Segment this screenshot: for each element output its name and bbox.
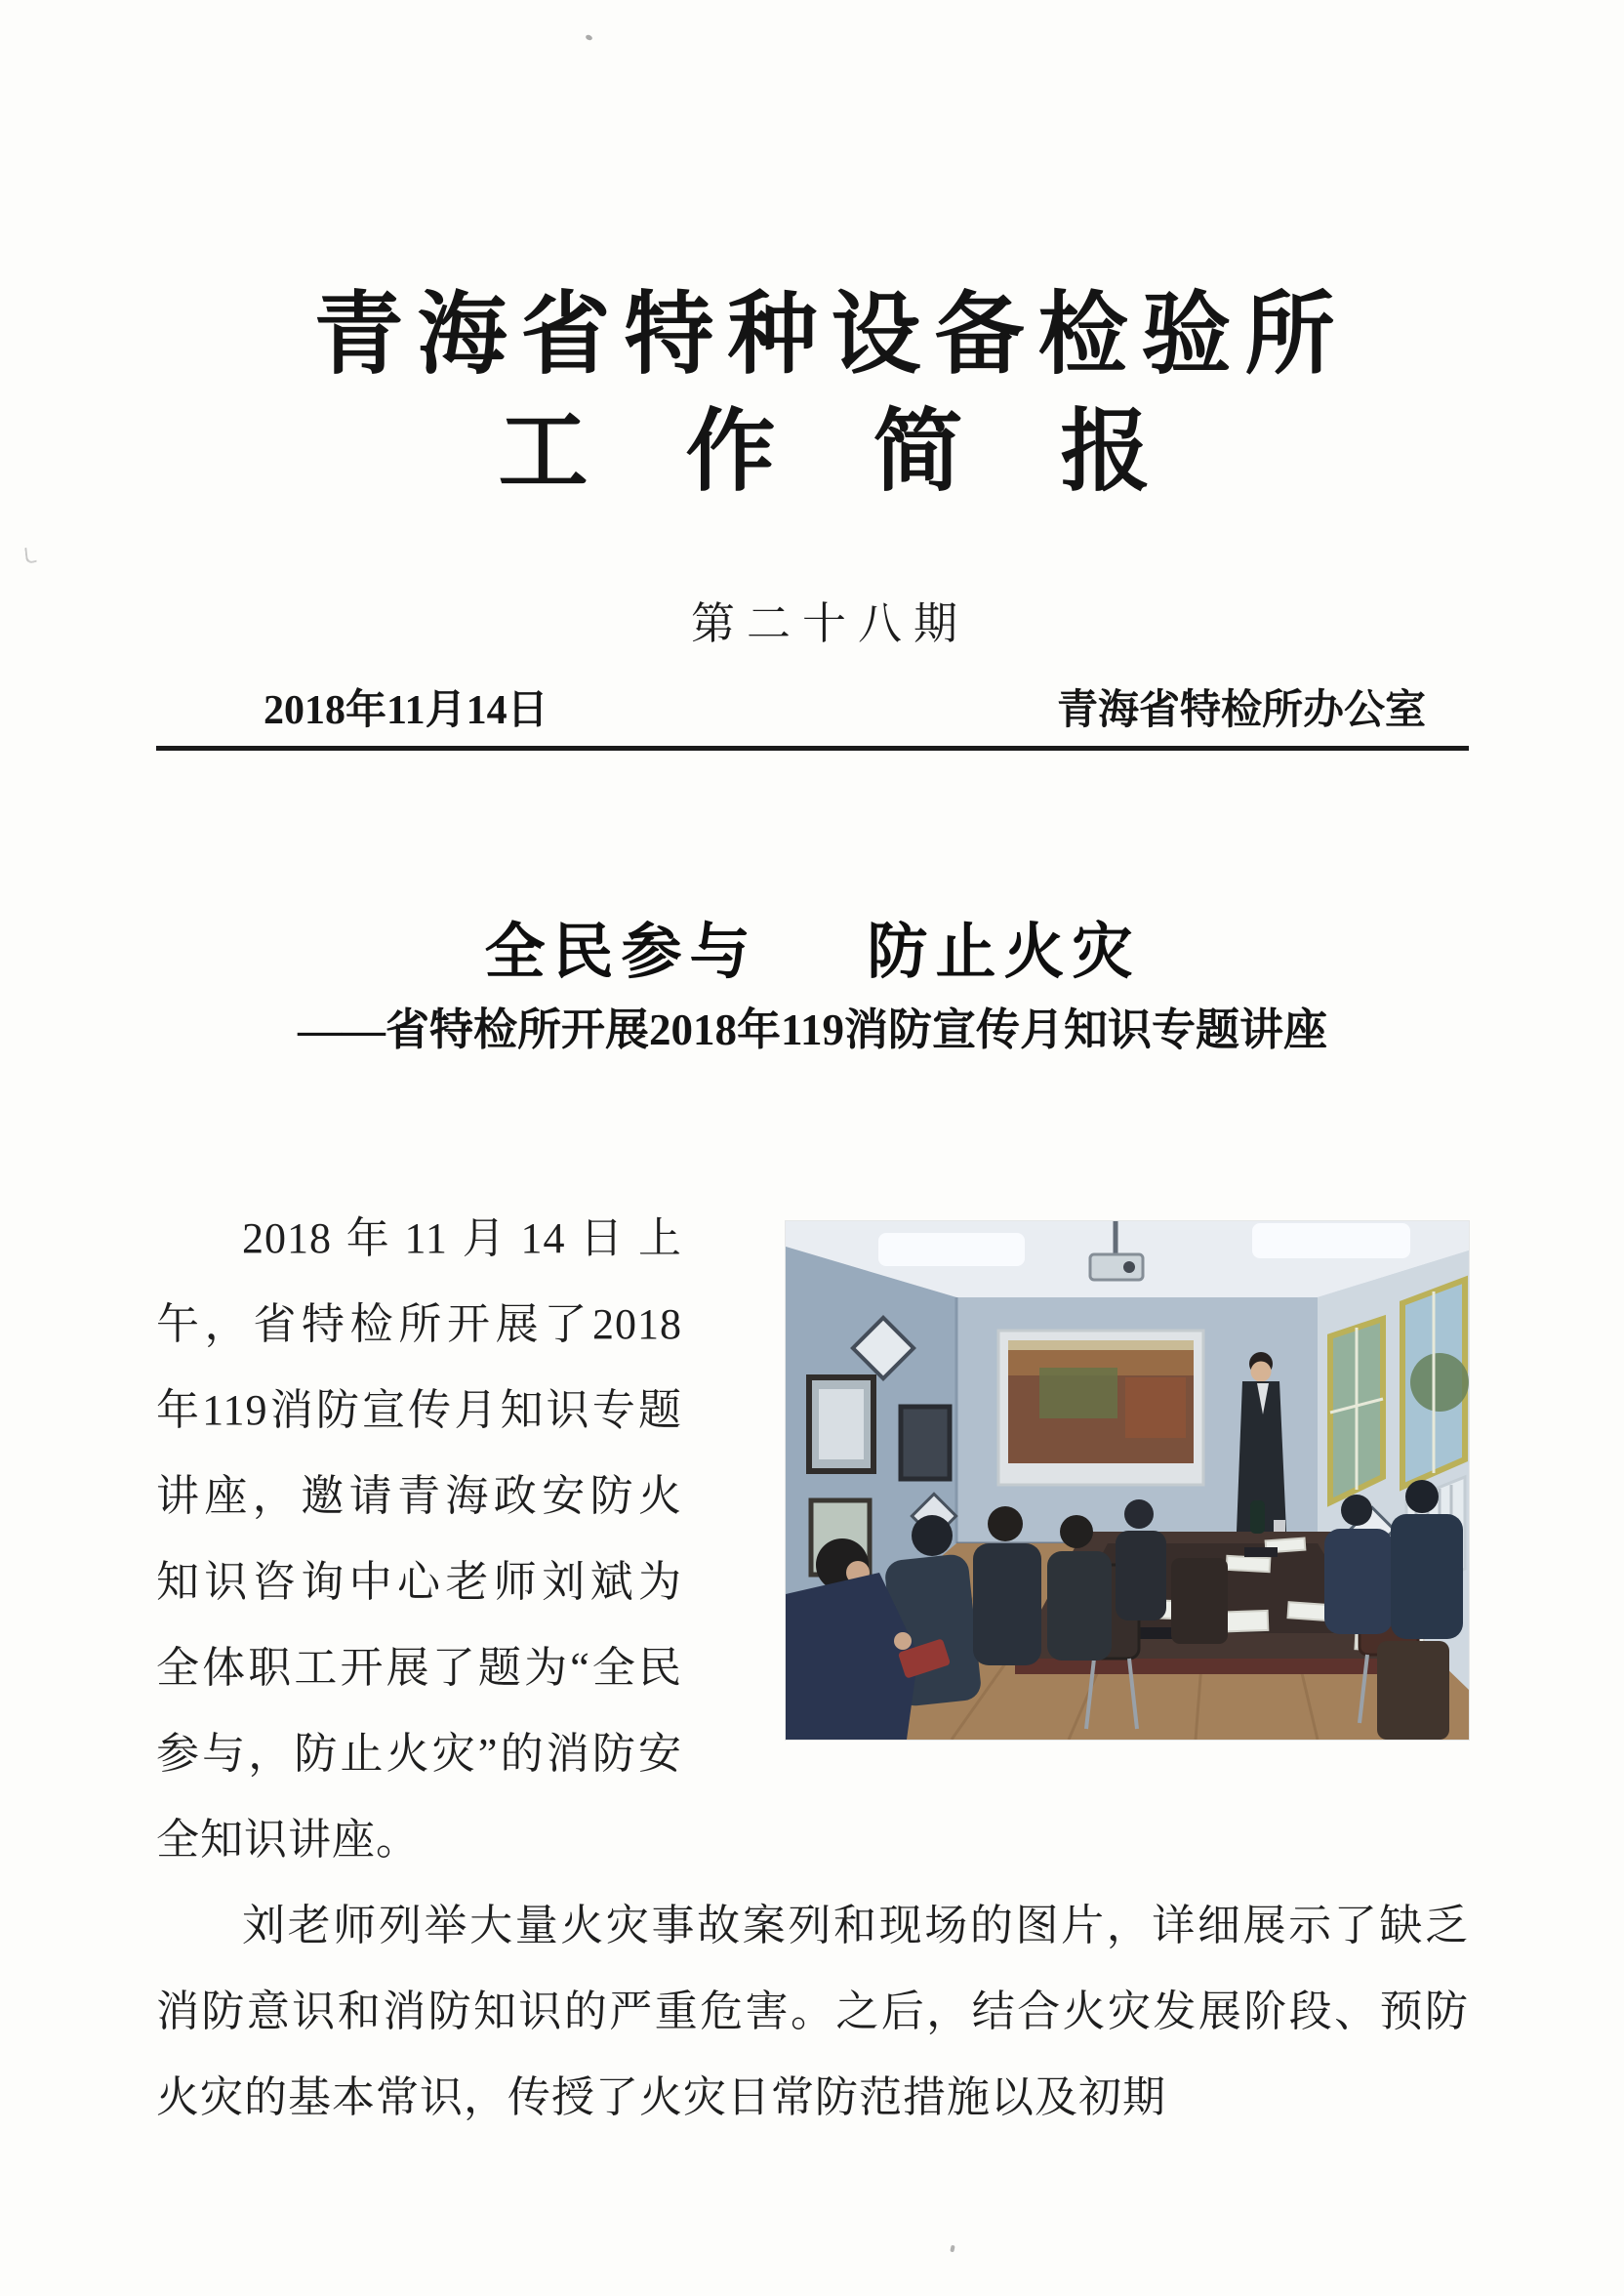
article-title-part1: 全民参与 — [484, 920, 758, 986]
page-content — [156, 0, 1469, 2141]
org-title — [168, 0, 1481, 385]
org-title-text: 青海省特种设备检验所 — [313, 285, 1349, 385]
body-paragraph-1-text: 2018年11月14日上午，省特检所开展了2018年119消防宣传月知识专题讲座，邀请青海政安防火知识咨询中心老师刘斌为全体职工开展了题为“全民参与，防止火灾”的消防安全知识讲座。 — [156, 1214, 682, 1864]
meeting-photo — [786, 1221, 1469, 1740]
article-title — [156, 919, 1469, 987]
bulletin-title-text: 工作简报 — [498, 402, 1248, 502]
article-title-part2: 防止火灾 — [867, 920, 1141, 986]
article-subtitle: ——省特检所开展2018年119消防宣传月知识专题讲座 — [297, 1005, 1328, 1054]
masthead — [168, 0, 1481, 648]
masthead-divider-rule — [156, 746, 1469, 751]
scan-artifact-mark — [24, 546, 36, 565]
scan-artifact-speck — [950, 2245, 954, 2253]
publish-date: 2018年11月14日 — [264, 688, 548, 733]
article-body — [156, 1196, 1469, 2141]
bulletin-title — [168, 402, 1481, 502]
body-paragraph-1 — [156, 1196, 1469, 1883]
issuing-office: 青海省特检所办公室 — [1056, 688, 1426, 733]
date-office-row — [156, 687, 1469, 734]
issue-number — [168, 599, 1481, 648]
meeting-photo-illustration — [786, 1221, 1469, 1740]
issue-number-text: 第二十八期 — [690, 599, 969, 648]
body-paragraph-2: 刘老师列举大量火灾事故案列和现场的图片，详细展示了缺乏消防意识和消防知识的严重危害。之后，结合火灾发展阶段、预防火灾的基本常识，传授了火灾日常防范措施以及初期 — [156, 1902, 1469, 2121]
